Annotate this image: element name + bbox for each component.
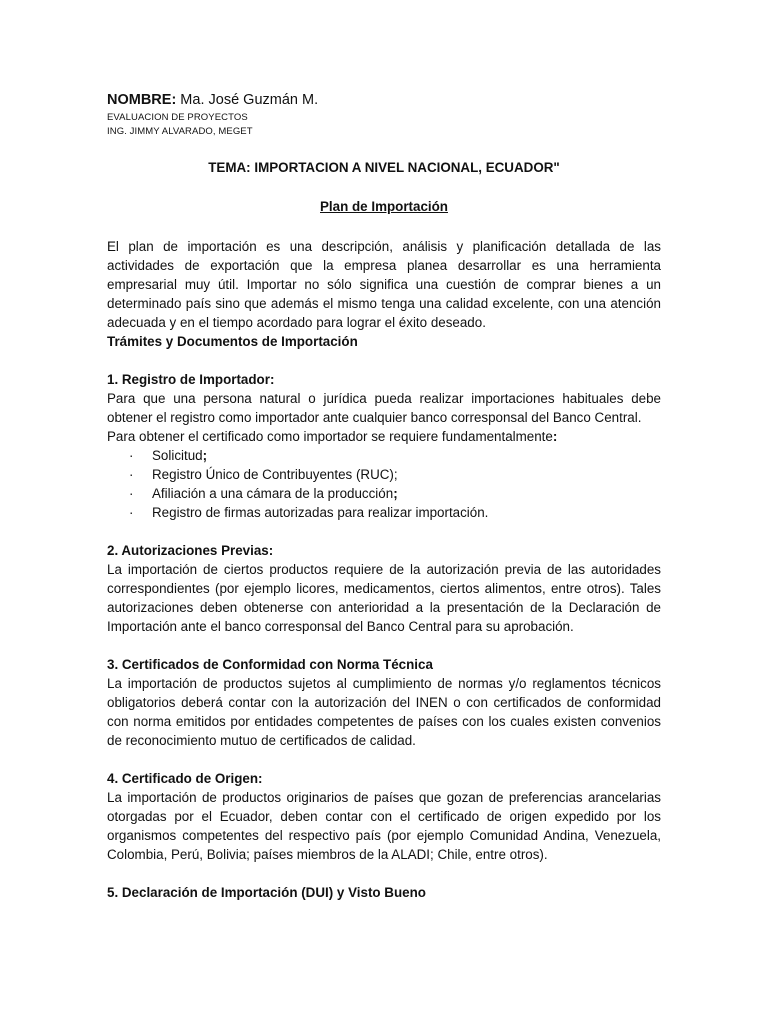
section-1-body-b: Para obtener el certificado como importador se requiere fundamentalmente: [107, 429, 558, 444]
section-4-body: La importación de productos originarios de países que gozan de preferencias arancelarias otorgadas por el Ecuador, deben contar con el certificado de origen expedido por los organismos competentes del respectivo país (por ejemplo Comunidad Andina, Venezuela, Colombia, Perú, Bolivia; países miembros de la ALADI; Chile, entre otros). [107, 790, 661, 862]
section-2-heading: 2. Autorizaciones Previas: [107, 543, 274, 558]
section-5-heading: 5. Declaración de Importación (DUI) y Visto Bueno [107, 885, 426, 900]
spacer [107, 864, 661, 883]
tramites-heading: Trámites y Documentos de Importación [107, 334, 358, 349]
student-name-line [107, 90, 661, 110]
name-value: Ma. José Guzmán M. [176, 92, 319, 108]
section-1-body-a: Para que una persona natural o jurídica pueda realizar importaciones habituales debe obtener el registro como importador ante cualquier banco corresponsal del Banco Central. [107, 391, 661, 425]
requirements-list [107, 446, 661, 522]
spacer [107, 750, 661, 769]
section-1-heading: 1. Registro de Importador: [107, 372, 275, 387]
spacer [107, 351, 661, 370]
section-4-heading: 4. Certificado de Origen: [107, 771, 263, 786]
list-item: · Afiliación a una cámara de la producción; [129, 486, 398, 501]
spacer [107, 636, 661, 655]
course-line: EVALUACION DE PROYECTOS [107, 112, 248, 123]
intro-paragraph: El plan de importación es una descripción, análisis y planificación detallada de las actividades de exportación que la empresa planea desarrollar es una herramienta empresarial muy útil. Importar no sólo significa una cuestión de comprar bienes a un determinado país sino que además el mismo tenga una calidad excelente, con una atención adecuada y en el tiempo acordado para lograr el éxito deseado. [107, 239, 661, 330]
plan-title: Plan de Importación [320, 199, 448, 214]
list-item: · Registro Único de Contribuyentes (RUC); [129, 467, 398, 482]
instructor-line: ING. JIMMY ALVARADO, MEGET [107, 126, 253, 137]
bullet-icon: · [129, 467, 134, 482]
list-item: · Registro de firmas autorizadas para realizar importación. [129, 505, 489, 520]
section-2-body: La importación de ciertos productos requiere de la autorización previa de las autoridades correspondientes (por ejemplo licores, medicamentos, ciertos alimentos, entre otros). Tales autorizaciones deben obtenerse con anterioridad a la presentación de la Declaración de Importación ante el banco corresponsal del Banco Central para su aprobación. [107, 562, 661, 634]
section-3-heading: 3. Certificados de Conformidad con Norma Técnica [107, 657, 433, 672]
document-page [107, 90, 661, 902]
name-label: NOMBRE: [107, 92, 177, 108]
section-3-body: La importación de productos sujetos al cumplimiento de normas y/o reglamentos técnicos obligatorios deberá contar con la autorización del INEN o con certificados de conformidad con norma emitidos por entidades competentes de países con los cuales existen convenios de reconocimiento mutuo de certificados de calidad. [107, 676, 661, 748]
bullet-icon: · [129, 448, 134, 463]
tema-title: TEMA: IMPORTACION A NIVEL NACIONAL, ECUADOR" [208, 160, 560, 175]
list-item: · Solicitud; [129, 448, 208, 463]
spacer [107, 522, 661, 541]
bullet-icon: · [129, 486, 134, 501]
bullet-icon: · [129, 505, 134, 520]
